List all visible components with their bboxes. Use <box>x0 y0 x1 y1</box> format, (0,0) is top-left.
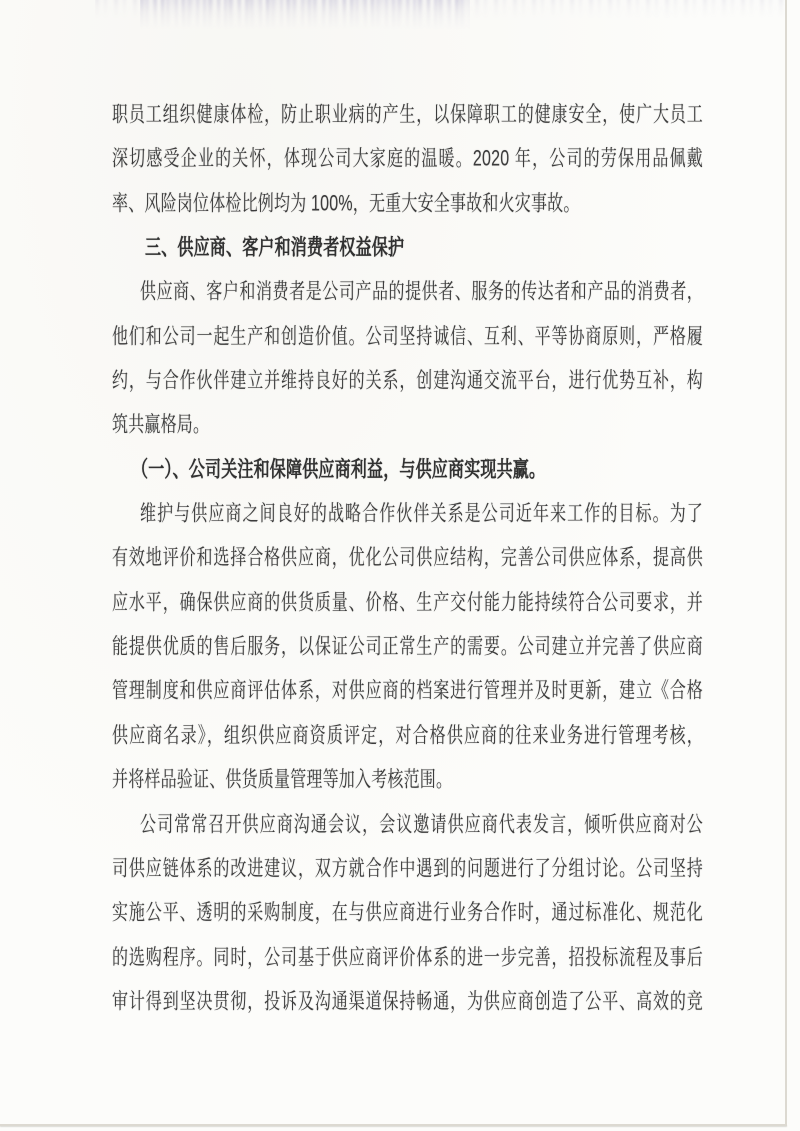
text-line: 率、风险岗位体检比例均为 100%，无重大安全事故和火灾事故。 <box>112 192 580 216</box>
page-edge-line-bottom <box>0 1124 787 1126</box>
text-line: 供应商、客户和消费者是公司产品的提供者、服务的传达者和产品的消费者， <box>140 281 703 305</box>
text-line: 公司常常召开供应商沟通会议，会议邀请供应商代表发言，倾听供应商对公 <box>140 813 703 837</box>
scan-bleed-artifact-wide <box>95 0 785 20</box>
text-line: 并将样品验证、供货质量管理等加入考核范围。 <box>112 768 453 792</box>
paragraph <box>112 493 703 803</box>
text-line: 审计得到坚决贯彻，投诉及沟通渠道保持畅通，为供应商创造了公平、高效的竞 <box>112 990 703 1014</box>
paragraph <box>112 271 703 448</box>
text-line: 约，与合作伙伴建立并维持良好的关系，创建沟通交流平台，进行优势互补，构 <box>112 369 703 393</box>
scan-bleed-artifact <box>140 0 470 32</box>
text-line: 职员工组织健康体检，防止职业病的产生，以保障职工的健康安全，使广大员工 <box>112 103 703 127</box>
paragraph <box>112 804 703 1026</box>
text-line: 供应商名录》，组织供应商资质评定，对合格供应商的往来业务进行管理考核， <box>112 724 703 748</box>
text-line: 应水平，确保供应商的供货质量、价格、生产交付能力能持续符合公司要求，并 <box>112 591 703 615</box>
text-line: 能提供优质的售后服务，以保证公司正常生产的需要。公司建立并完善了供应商 <box>112 635 703 659</box>
text-line: 实施公平、透明的采购制度，在与供应商进行业务合作时，通过标准化、规范化 <box>112 901 703 926</box>
text-line: 的选购程序。同时，公司基于供应商评价体系的进一步完善，招投标流程及事后 <box>112 946 703 970</box>
text-line: 管理制度和供应商评估体系，对供应商的档案进行管理并及时更新，建立《合格 <box>112 680 703 704</box>
document-body <box>112 94 703 1025</box>
paragraph <box>112 94 703 227</box>
text-line: 有效地评价和选择合格供应商，优化公司供应结构，完善公司供应体系，提高供 <box>112 547 703 571</box>
page-edge-line-right <box>785 0 787 1126</box>
text-line: 三、供应商、客户和消费者权益保护 <box>145 236 405 260</box>
text-line: （一）、公司关注和保障供应商利益，与供应商实现共赢。 <box>132 458 546 482</box>
text-line: 深切感受企业的关怀，体现公司大家庭的温暖。2020 年，公司的劳保用品佩戴 <box>112 148 703 172</box>
text-line: 司供应链体系的改进建议，双方就合作中遇到的问题进行了分组讨论。公司坚持 <box>112 857 703 881</box>
text-line: 筑共赢格局。 <box>112 414 210 438</box>
text-line: 他们和公司一起生产和创造价值。公司坚持诚信、互利、平等协商原则，严格履 <box>112 325 703 349</box>
text-line: 维护与供应商之间良好的战略合作伙伴关系是公司近年来工作的目标。为了 <box>140 502 703 526</box>
